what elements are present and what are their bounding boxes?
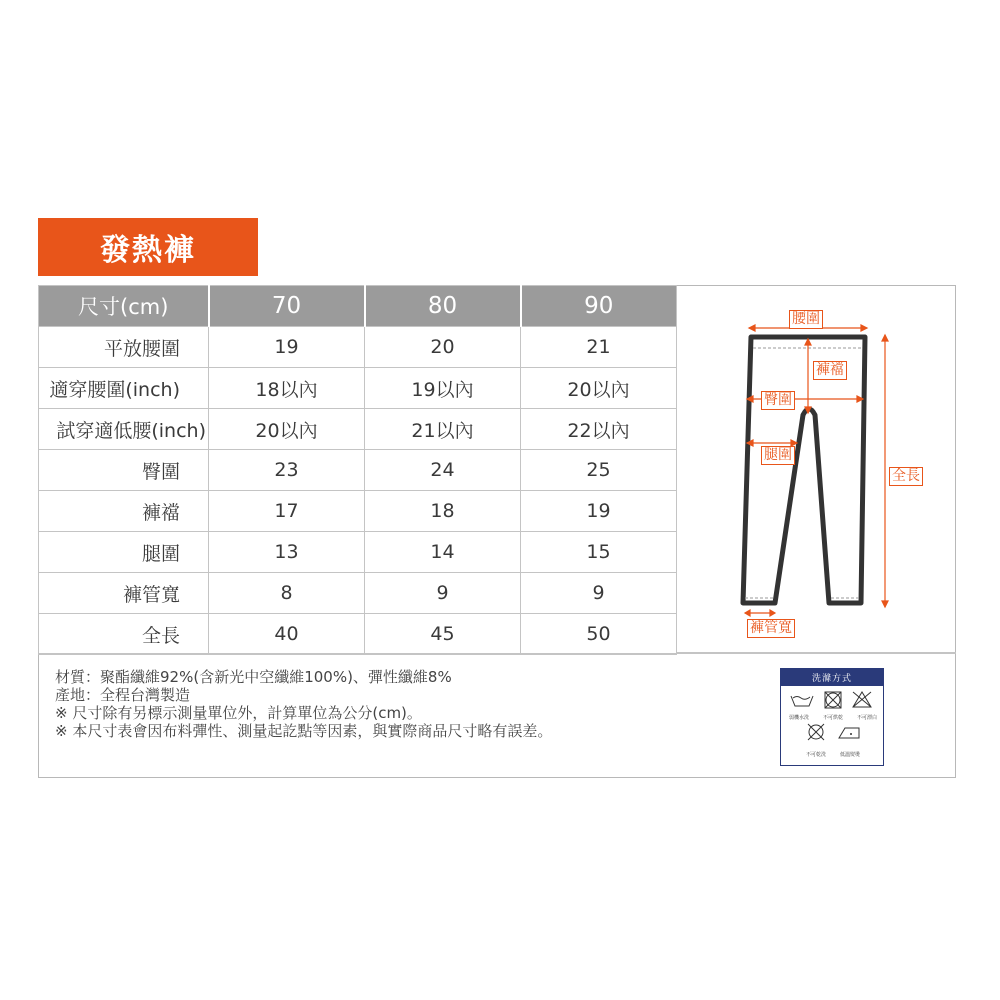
row-label: 褲襠: [39, 491, 209, 532]
table-cell: 21: [521, 327, 677, 368]
header-size-unit: 尺寸(cm): [39, 286, 209, 327]
iron-low-icon: [839, 728, 859, 738]
pants-diagram: [676, 285, 956, 653]
label-thigh: 腿圍: [761, 446, 795, 465]
header-size-80: 80: [365, 286, 521, 327]
table-cell: 21以內: [365, 409, 521, 450]
label-hem: 褲管寬: [747, 619, 795, 638]
label-length: 全長: [889, 467, 923, 486]
note-material: 材質：聚酯纖維92%(含新光中空纖維100%)、彈性纖維8%: [55, 668, 452, 686]
label-crotch: 褲襠: [813, 361, 847, 380]
care-caption: 低溫熨燙: [839, 752, 860, 758]
care-caption: 不可漂白: [856, 715, 877, 721]
table-row: [39, 409, 677, 450]
row-label: 褲管寬: [39, 573, 209, 614]
size-table: [38, 285, 677, 655]
table-cell: 18以內: [209, 368, 365, 409]
table-cell: 18: [365, 491, 521, 532]
wash-icon: [791, 696, 813, 706]
care-instructions: [780, 668, 884, 766]
table-cell: 19: [209, 327, 365, 368]
table-cell: 20以內: [521, 368, 677, 409]
row-label: 平放腰圍: [39, 327, 209, 368]
table-row: [39, 491, 677, 532]
label-hip: 臀圍: [761, 391, 795, 410]
table-row: [39, 368, 677, 409]
table-cell: 8: [209, 573, 365, 614]
table-cell: 20: [365, 327, 521, 368]
row-label: 腿圍: [39, 532, 209, 573]
row-label: 臀圍: [39, 450, 209, 491]
table-cell: 20以內: [209, 409, 365, 450]
table-cell: 24: [365, 450, 521, 491]
row-label: 試穿適低腰(inch): [39, 409, 209, 450]
table-cell: 25: [521, 450, 677, 491]
note-disclaimer: ※ 本尺寸表會因布料彈性、測量起訖點等因素，與實際商品尺寸略有誤差。: [55, 722, 553, 740]
note-origin: 產地：全程台灣製造: [55, 686, 191, 704]
table-row: [39, 327, 677, 368]
note-unit: ※ 尺寸除有另標示測量單位外，計算單位為公分(cm)。: [55, 704, 422, 722]
page-title: 發熱褲: [38, 218, 258, 276]
care-title: 洗滌方式: [781, 669, 883, 686]
table-cell: 19以內: [365, 368, 521, 409]
row-label: 全長: [39, 614, 209, 655]
table-header-row: [39, 286, 677, 327]
table-cell: 19: [521, 491, 677, 532]
table-cell: 45: [365, 614, 521, 655]
care-caption: 不可烘乾: [822, 715, 843, 721]
table-cell: 15: [521, 532, 677, 573]
product-notes: [55, 668, 755, 740]
table-cell: 17: [209, 491, 365, 532]
table-cell: 13: [209, 532, 365, 573]
table-cell: 23: [209, 450, 365, 491]
label-waist: 腰圍: [789, 310, 823, 329]
care-caption: 不可乾洗: [805, 752, 826, 758]
header-size-70: 70: [209, 286, 365, 327]
table-row: [39, 532, 677, 573]
table-row: [39, 573, 677, 614]
table-cell: 9: [365, 573, 521, 614]
table-row: [39, 450, 677, 491]
section-divider: [38, 653, 956, 654]
table-cell: 22以內: [521, 409, 677, 450]
row-label: 適穿腰圍(inch): [39, 368, 209, 409]
table-row: [39, 614, 677, 655]
care-symbols: [781, 686, 883, 766]
header-size-90: 90: [521, 286, 677, 327]
table-cell: 14: [365, 532, 521, 573]
care-caption: 弱機水洗: [788, 715, 809, 721]
table-cell: 9: [521, 573, 677, 614]
table-cell: 40: [209, 614, 365, 655]
table-cell: 50: [521, 614, 677, 655]
